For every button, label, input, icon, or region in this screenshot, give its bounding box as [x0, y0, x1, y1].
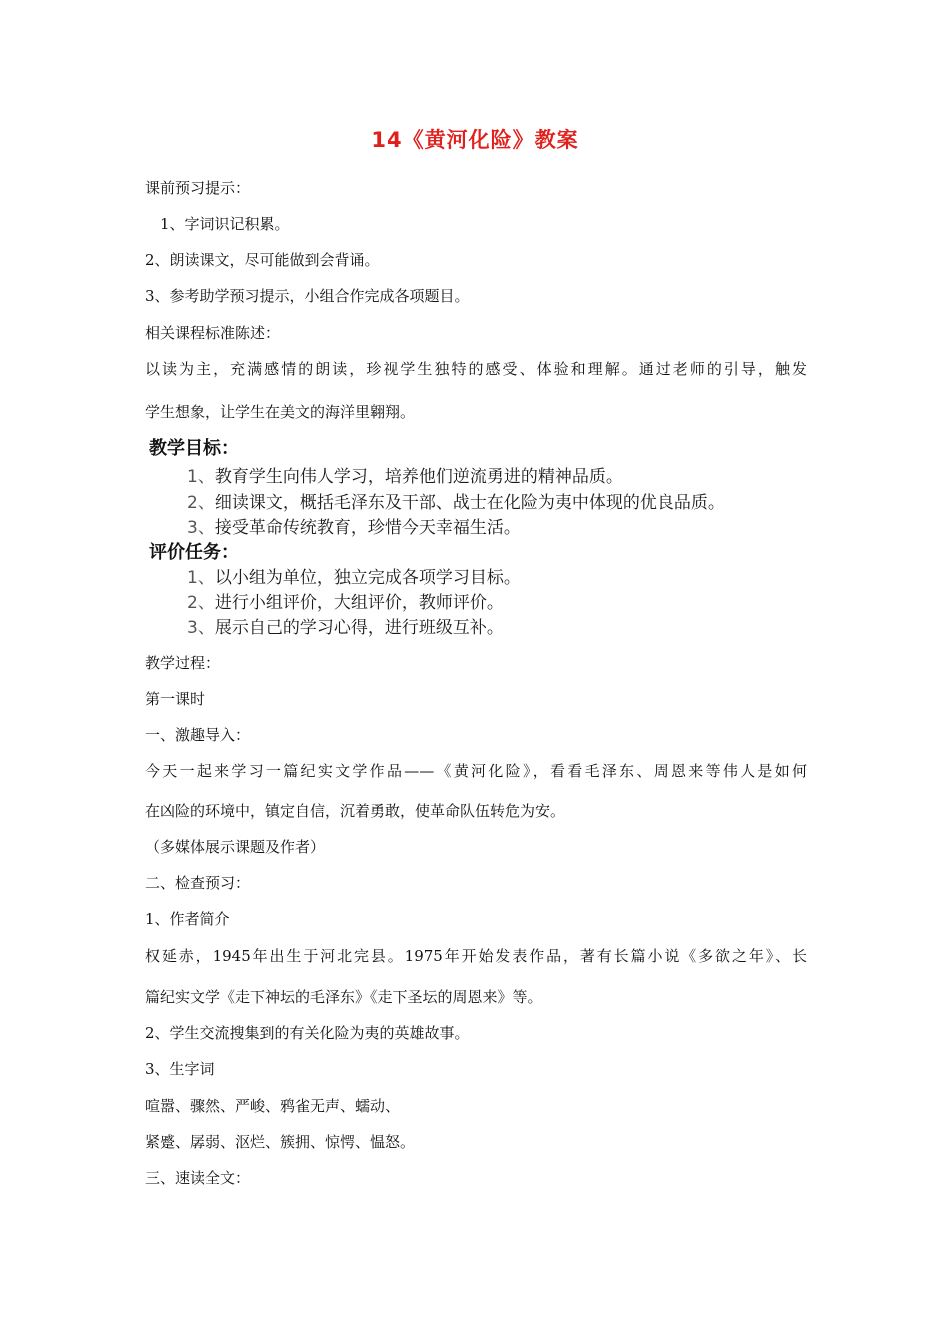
task-text-3: 展示自己的学习心得，进行班级互补。: [214, 618, 504, 638]
goal-num-2: 2、: [187, 493, 215, 513]
vocab-line-2: 紧蹙、孱弱、沤烂、簇拥、惊愕、愠怒。: [145, 1133, 416, 1151]
goal-text-2: 细读课文，概括毛泽东及干部、战士在化险为夷中体现的优良品质。: [214, 493, 725, 513]
preview-item-3: 3、参考助学预习提示，小组合作完成各项题目。: [145, 287, 470, 305]
goal-item-3: [187, 513, 521, 538]
lesson-label: 第一课时: [145, 690, 206, 708]
preview-item-1: 1、字词识记积累。: [160, 215, 290, 233]
goal-item-2: [187, 488, 725, 513]
goal-text-3: 接受革命传统教育，珍惜今天幸福生活。: [214, 518, 521, 538]
task-num-1: 1、: [187, 568, 215, 588]
author-text-line-1: 权延赤，1945年出生于河北完县。1975年开始发表作品，著有长篇小说《多欲之年》、长: [145, 947, 807, 965]
task-num-2: 2、: [187, 593, 215, 613]
task-item-2: [187, 588, 504, 613]
goals-heading: 教学目标：: [149, 438, 239, 459]
task-num-3: 3、: [187, 618, 215, 638]
task-text-2: 进行小组评价，大组评价，教师评价。: [214, 593, 504, 613]
task-text-1: 以小组为单位，独立完成各项学习目标。: [214, 568, 521, 588]
section2-heading: 二、检查预习：: [145, 874, 251, 892]
exchange-item: 2、学生交流搜集到的有关化险为夷的英雄故事。: [145, 1024, 470, 1042]
vocab-heading: 3、生字词: [145, 1060, 215, 1078]
author-text-line-2: 篇纪实文学《走下神坛的毛泽东》《走下圣坛的周恩来》等。: [145, 988, 543, 1006]
preview-heading: 课前预习提示：: [145, 179, 251, 197]
section1-text-line-2: 在凶险的环境中，镇定自信，沉着勇敢，使革命队伍转危为安。: [145, 802, 566, 820]
goal-text-1: 教育学生向伟人学习，培养他们逆流勇进的精神品质。: [214, 467, 623, 487]
standard-heading: 相关课程标准陈述：: [145, 324, 281, 342]
task-item-1: [187, 563, 521, 588]
goal-num-3: 3、: [187, 518, 215, 538]
standard-text-line-2: 学生想象，让学生在美文的海洋里翱翔。: [145, 403, 416, 421]
goal-item-1: [187, 462, 623, 487]
goal-num-1: 1、: [187, 467, 215, 487]
document-title: 14《黄河化险》教案: [371, 128, 579, 152]
standard-text-line-1: 以读为主，充满感情的朗读，珍视学生独特的感受、体验和理解。通过老师的引导，触发: [145, 360, 807, 378]
section1-note: （多媒体展示课题及作者）: [145, 838, 326, 856]
preview-item-2: 2、朗读课文，尽可能做到会背诵。: [145, 251, 380, 269]
process-heading: 教学过程：: [145, 654, 221, 672]
goals-and-tasks-image: [145, 432, 825, 636]
section1-text-line-1: 今天一起来学习一篇纪实文学作品——《黄河化险》，看看毛泽东、周恩来等伟人是如何: [145, 762, 807, 780]
task-item-3: [187, 613, 504, 638]
section1-heading: 一、激趣导入：: [145, 726, 251, 744]
vocab-line-1: 喧嚣、骤然、严峻、鸦雀无声、蠕动、: [145, 1097, 401, 1115]
section3-heading: 三、速读全文：: [145, 1169, 251, 1187]
tasks-heading: 评价任务：: [149, 542, 239, 563]
author-heading: 1、作者简介: [145, 910, 230, 928]
